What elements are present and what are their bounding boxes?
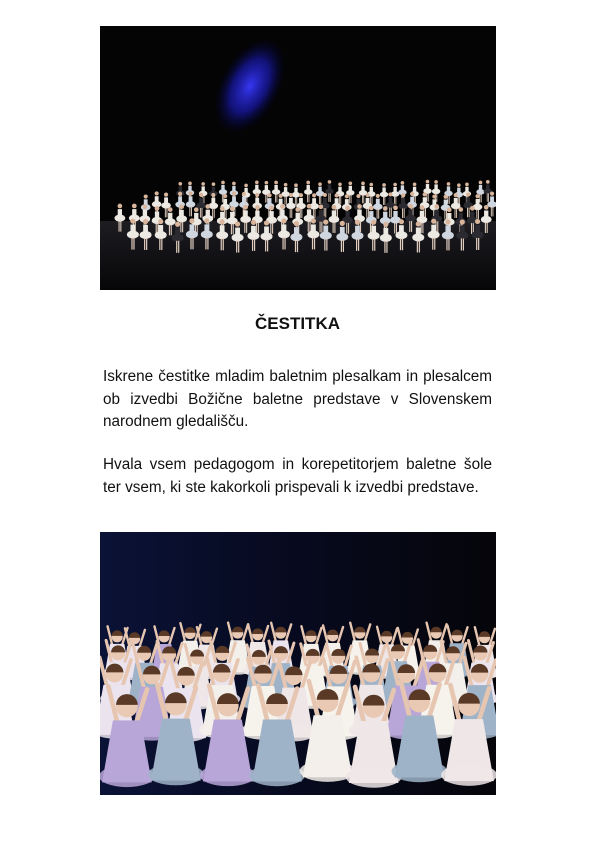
congratulation-paragraph: Iskrene čestitke mladim baletnim plesalkam in plesalcem ob izvedbi Božične baletne predstave v Slovenskem narodnem gledališču. xyxy=(103,368,492,431)
page-title: ČESTITKA xyxy=(255,314,340,333)
photo-ballet-dancers-waving xyxy=(100,532,496,795)
thanks-paragraph: Hvala vsem pedagogom in korepetitorjem baletne šole ter vsem, ki ste kakorkoli prispevali k izvedbi predstave. xyxy=(103,456,492,496)
photo-ballet-stage-group xyxy=(100,26,496,290)
